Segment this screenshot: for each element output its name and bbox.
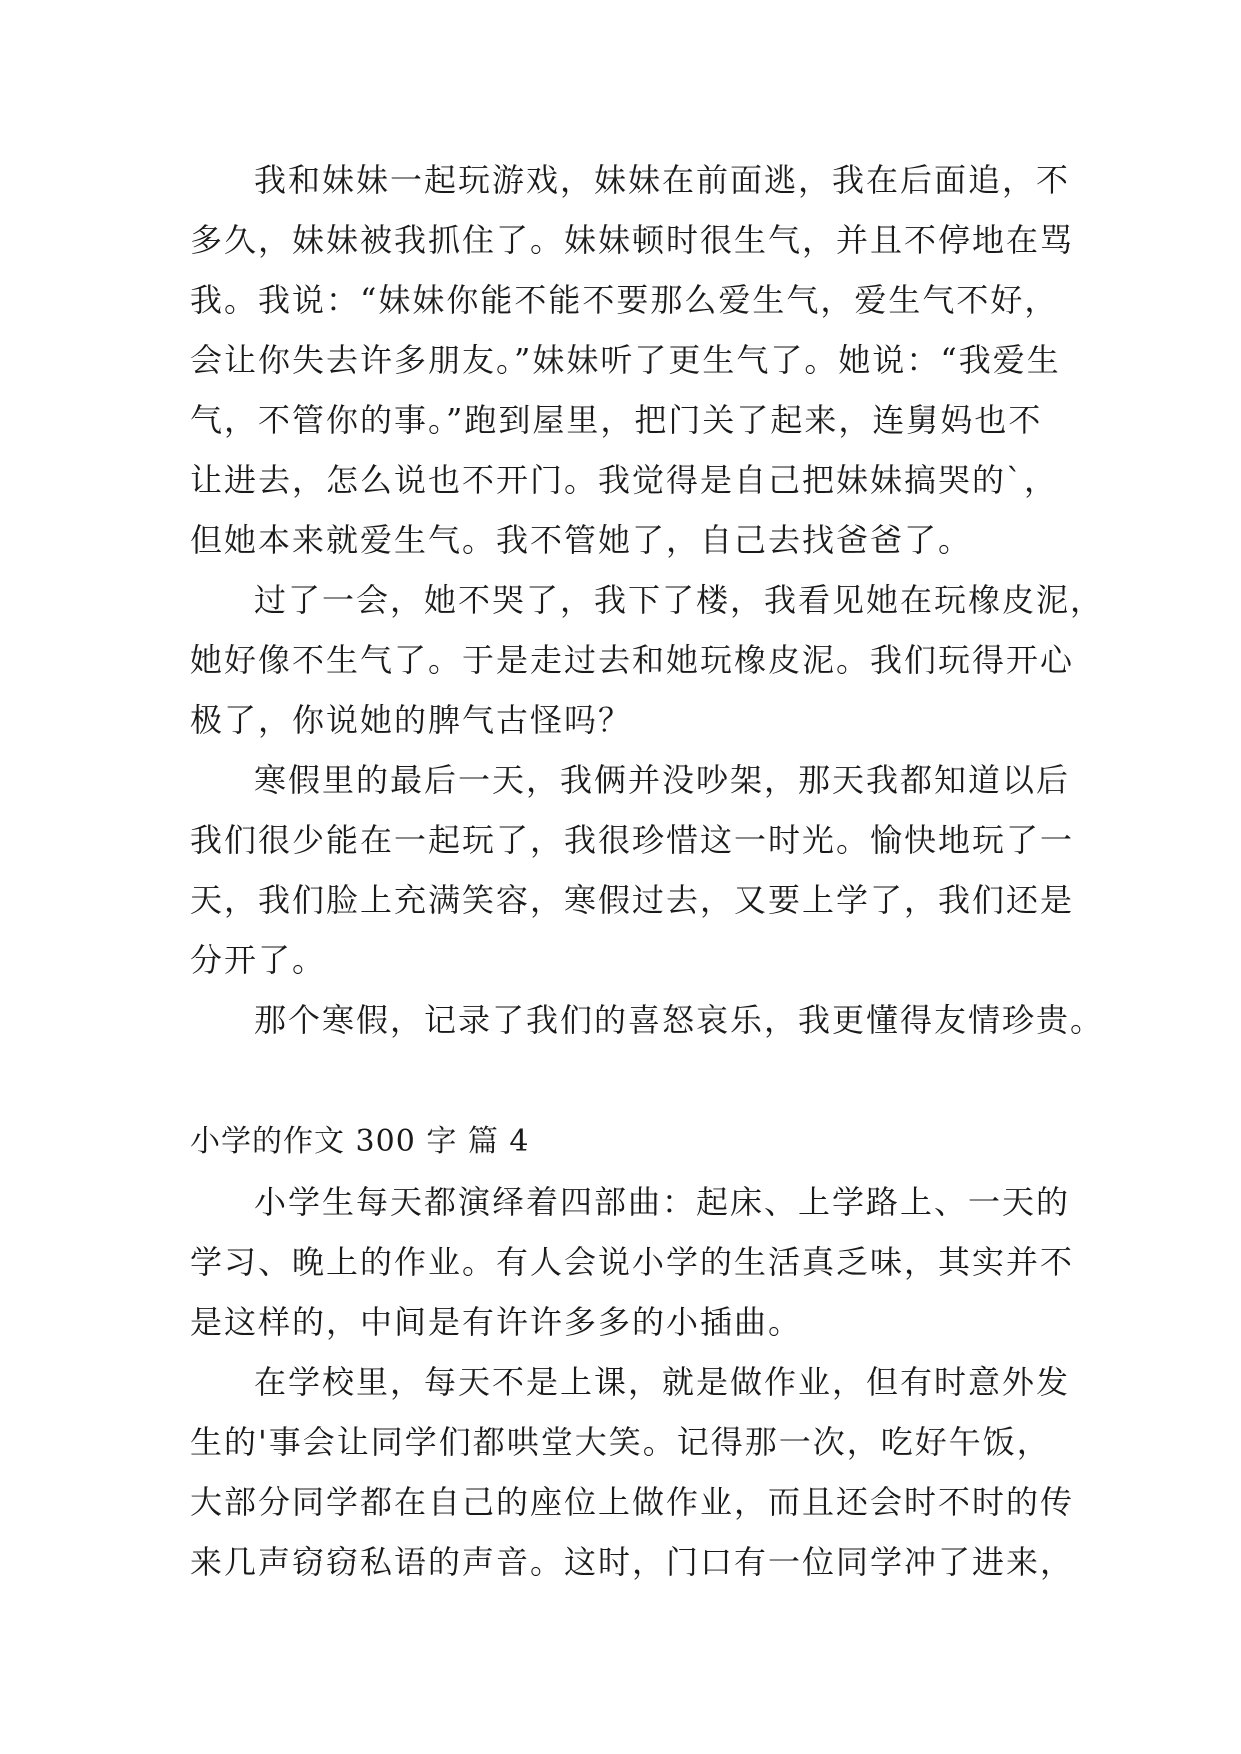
paragraph-line: 但她本来就爱生气。我不管她了，自己去找爸爸了。 — [190, 521, 973, 559]
paragraph-line: 她好像不生气了。于是走过去和她玩橡皮泥。我们玩得开心 — [190, 641, 1075, 679]
paragraph-line: 气，不管你的事。”跑到屋里，把门关了起来，连舅妈也不 — [190, 401, 1043, 439]
paragraph-line: 学习、晚上的作业。有人会说小学的生活真乏味，其实并不 — [190, 1243, 1075, 1281]
paragraph-line: 我们很少能在一起玩了，我很珍惜这一时光。愉快地玩了一 — [190, 821, 1075, 859]
paragraph-line: 来几声窃窃私语的声音。这时，门口有一位同学冲了进来， — [190, 1543, 1075, 1581]
paragraph-line: 在学校里，每天不是上课，就是做作业，但有时意外发 — [254, 1363, 1071, 1401]
paragraph-line: 多久，妹妹被我抓住了。妹妹顿时很生气，并且不停地在骂 — [190, 221, 1075, 259]
section-heading: 小学的作文 300 字 篇 4 — [190, 1124, 530, 1159]
paragraph-line: 我和妹妹一起玩游戏，妹妹在前面逃，我在后面追，不 — [254, 161, 1071, 199]
paragraph-line: 天，我们脸上充满笑容，寒假过去，又要上学了，我们还是 — [190, 881, 1075, 919]
paragraph-line: 极了，你说她的脾气古怪吗？ — [190, 701, 633, 739]
paragraph-line: 那个寒假，记录了我们的喜怒哀乐，我更懂得友情珍贵。 — [254, 1001, 1105, 1039]
paragraph-line: 我。我说：“妹妹你能不能不要那么爱生气，爱生气不好， — [190, 281, 1059, 319]
paragraph-line: 会让你失去许多朋友。”妹妹听了更生气了。她说：“我爱生 — [190, 341, 1061, 379]
paragraph-line: 大部分同学都在自己的座位上做作业，而且还会时不时的传 — [190, 1483, 1075, 1521]
paragraph-line: 过了一会，她不哭了，我下了楼，我看见她在玩橡皮泥， — [254, 581, 1105, 619]
paragraph-line: 是这样的，中间是有许许多多的小插曲。 — [190, 1303, 803, 1341]
paragraph-line: 寒假里的最后一天，我俩并没吵架，那天我都知道以后 — [254, 761, 1071, 799]
paragraph-line: 小学生每天都演绎着四部曲：起床、上学路上、一天的 — [254, 1183, 1071, 1221]
paragraph-line: 生的'事会让同学们都哄堂大笑。记得那一次，吃好午饭， — [190, 1423, 1051, 1461]
paragraph-line: 让进去，怎么说也不开门。我觉得是自己把妹妹搞哭的`， — [190, 461, 1059, 499]
paragraph-line: 分开了。 — [190, 941, 327, 979]
